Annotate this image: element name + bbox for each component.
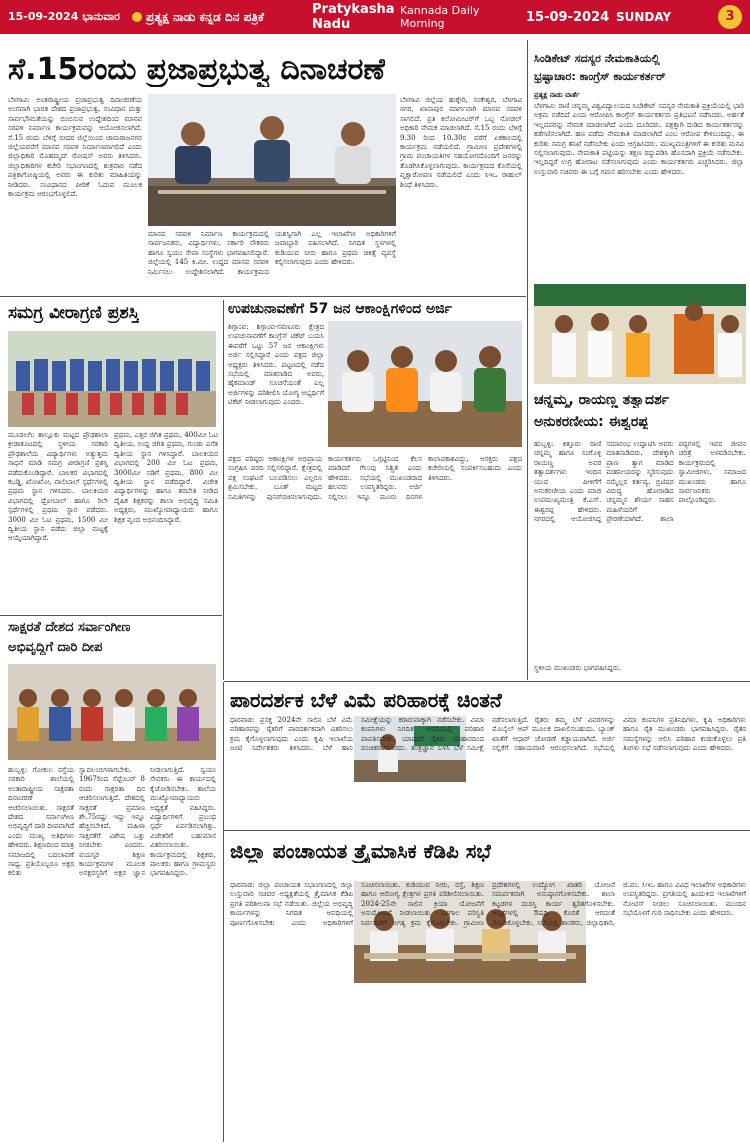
ceremony-photo <box>534 284 746 384</box>
article-body: ಮೂಡಲಗಿ: ತಾಲ್ಲೂಕು ಮಟ್ಟದ ಪ್ರೌಢಶಾಲಾ ಕ್ರೀಡಾಕೂಟದಲ್ಲಿ ಸ್ಥಳೀಯ ಸರಕಾರಿ ಪ್ರೌಢಶಾಲೆಯ ವಿದ್ಯಾರ್ಥಿಗಳು ಅತ್ಯುತ್ತಮ ಸಾಧನೆ ಮಾಡಿ ಸಮಗ್ರ ವೀರಾಗ್ರಣಿ ಪ್ರಶಸ್ತಿ ಪಡೆದುಕೊಂಡಿದ್ದಾರೆ. ಬಾಲಕರ ವಿಭಾಗದಲ್ಲಿ ಕಬಡ್ಡಿ, ಖೋಖೋ, ವಾಲಿಬಾಲ್ ಸ್ಪರ್ಧೆಗಳಲ್ಲಿ ಪ್ರಥಮ ಸ್ಥಾನ ಗಳಿಸಿದರು. ಬಾಲಕಿಯರ ವಿಭಾಗದಲ್ಲಿ ಥ್ರೋಬಾಲ್ ಹಾಗೂ ರಿಲೇ ಸ್ಪರ್ಧೆಗಳಲ್ಲಿ ಪ್ರಥಮ ಸ್ಥಾನ ಪಡೆದರು. 3000 ಮೀ ಓಟ ಪ್ರಥಮ, 1500 ಮೀ ದ್ವಿತೀಯ ಸ್ಥಾನ ಪಡೆದು ಜಿಲ್ಲಾ ಮಟ್ಟಕ್ಕೆ ಆಯ್ಕೆಯಾಗಿದ್ದಾರೆ. <box>8 431 108 543</box>
article-body: ಬೆಳಗಾವಿ ಜಿಲ್ಲೆಯ ಹುಕ್ಕೇರಿ, ಸಂಕೇಶ್ವರ, ಬೆಳಗಾವಿ ನಗರ, ಖಾನಾಪುರ ಮಾರ್ಗವಾಗಿ ಮಾನವ ಸರಪಳಿ ಸಾಗಲಿದೆ. ಪ್ರತಿ ಕಿಲೋಮೀಟರ್‌ಗೆ ಒಬ್ಬ ನೋಡಲ್ ಅಧಿಕಾರಿ ನೇಮಕ ಮಾಡಲಾಗಿದೆ. ಸೆ.15 ರಂದು ಬೆಳಿಗ್ಗೆ 9.30 ರಿಂದ 10.30ರ ವರೆಗೆ ಏಕಕಾಲದಲ್ಲಿ ಕಾರ್ಯಕ್ರಮ ನಡೆಯಲಿದೆ. ಗ್ರಾಮೀಣ ಪ್ರದೇಶಗಳಲ್ಲಿ ಗ್ರಾಮ ಪಂಚಾಯತಿಗಳ ಸಹಯೋಗದೊಂದಿಗೆ ಜನರನ್ನು ತೊಡಗಿಸಿಕೊಳ್ಳಲಾಗುವುದು. ಕಾರ್ಯಕ್ರಮದ ಕೊನೆಯಲ್ಲಿ ವೃಕ್ಷಾರೋಪಣ ನಡೆಯಲಿದೆ ಎಂದು ಸಿಇಒ ರಾಹುಲ್ ಶಿಂಧೆ ತಿಳಿಸಿದರು. <box>400 96 522 189</box>
masthead-paper-name: Pratykasha Nadu <box>312 2 395 32</box>
headline-syndicate-line2: ಭ್ರಷ್ಟಾಚಾರ: ಕಾಂಗ್ರೆಸ್ ಕಾರ್ಯಕರ್ತರ್ <box>534 70 666 83</box>
article-body: ಮಾನವ ಸರಪಳಿ ನಿರ್ಮಾಣ ಕಾರ್ಯಕ್ರಮದಲ್ಲಿ ಸಾರ್ವಜನಿಕರು, ವಿದ್ಯಾರ್ಥಿಗಳು, ಸರ್ಕಾರಿ ನೌಕರರು ಹಾಗೂ ಸ್ವಯಂ ಸೇವಾ ಸಂಸ್ಥೆಗಳು ಭಾಗವಹಿಸಲಿದ್ದಾರೆ. ಜಿಲ್ಲೆಯಲ್ಲಿ 145 ಕಿ.ಮೀ. ಉದ್ದದ ಮಾನವ ಸರಪಳಿ ನಿರ್ಮಿಸಲು ಉದ್ದೇಶಿಸಲಾಗಿದೆ. ಕಾರ್ಯಕ್ರಮದ ಯಶಸ್ವಿಗಾಗಿ ಎಲ್ಲ ಇಲಾಖೆಗಳ ಅಧಿಕಾರಿಗಳಿಗೆ ಜವಾಬ್ದಾರಿ ವಹಿಸಲಾಗಿದೆ. ನಿಗದಿತ ಸ್ಥಳಗಳಲ್ಲಿ ಕುಡಿಯುವ ನೀರು ಹಾಗೂ ಪ್ರಥಮ ಚಿಕಿತ್ಸೆ ವ್ಯವಸ್ಥೆ ಕಲ್ಪಿಸಲಾಗುವುದು ಎಂದು ಹೇಳಿದರು. <box>148 230 396 276</box>
party-meeting-photo <box>328 321 522 447</box>
masthead-date-right: 15-09-2024 <box>526 9 610 25</box>
article-democracy-day <box>0 34 526 296</box>
page-number-badge: 3 <box>718 5 742 29</box>
article-chennamma <box>530 284 750 680</box>
headline-crop-insurance: ಪಾರದರ್ಶಕ ಬೆಳೆ ವಿಮೆ ಪರಿಹಾರಕ್ಕೆ ಚಿಂತನೆ <box>230 688 502 712</box>
masthead <box>0 0 750 34</box>
headline-chennamma-line1: ಚನ್ನಮ್ಮ, ರಾಯಣ್ಣ ತತ್ವಾದರ್ಶ <box>534 392 670 408</box>
column-divider <box>527 40 528 680</box>
masthead-day: SUNDAY <box>616 10 672 24</box>
article-body: ಧಾರವಾಡ: ಜಿಲ್ಲಾ ಪಂಚಾಯತ ಸಭಾಂಗಣದಲ್ಲಿ ಜಿಲ್ಲಾ ಉಸ್ತುವಾರಿ ಸಚಿವರ ಅಧ್ಯಕ್ಷತೆಯಲ್ಲಿ ತ್ರೈಮಾಸಿಕ ಕೆಡಿಪಿ ಪ್ರಗತಿ ಪರಿಶೀಲನಾ ಸಭೆ ನಡೆಯಿತು. ಜಿಲ್ಲೆಯ ಅಭಿವೃದ್ಧಿ ಕಾರ್ಯಗಳನ್ನು ನಿಗದಿತ ಅವಧಿಯಲ್ಲಿ ಪೂರ್ಣಗೊಳಿಸಬೇಕು ಎಂದು ಅಧಿಕಾರಿಗಳಿಗೆ ಸೂಚಿಸಲಾಯಿತು. ಕುಡಿಯುವ ನೀರು, ರಸ್ತೆ, ಶಿಕ್ಷಣ ಹಾಗೂ ಆರೋಗ್ಯ ಕ್ಷೇತ್ರಗಳ ಪ್ರಗತಿ ಪರಿಶೀಲಿಸಲಾಯಿತು. 2024-25ನೇ ಸಾಲಿನ ಕ್ರಿಯಾ ಯೋಜನೆಗೆ ಅನುಮೋದನೆ ನೀಡಲಾಯಿತು. ಬರಗಾಲ ಪರಿಸ್ಥಿತಿ ನಿರ್ವಹಣೆಗೆ ಅಗತ್ಯ ಕ್ರಮ ಕೈಗೊಳ್ಳಬೇಕು. ಗ್ರಾಮೀಣ ಪ್ರದೇಶಗಳಲ್ಲಿ ಉದ್ಯೋಗ ಖಾತರಿ ಯೋಜನೆ ಸಮರ್ಪಕವಾಗಿ ಅನುಷ್ಠಾನಗೊಳಿಸಬೇಕು. ಶಾಲಾ ಕಟ್ಟಡಗಳ ದುರಸ್ತಿ ಕಾರ್ಯ ತ್ವರಿತಗೊಳಿಸಬೇಕು. ಆಸ್ಪತ್ರೆಗಳಲ್ಲಿ ಔಷಧಿ ಕೊರತೆ ಆಗದಂತೆ ನೋಡಿಕೊಳ್ಳಬೇಕು. ಸಭೆಯಲ್ಲಿ ಶಾಸಕರು, ಜಿಲ್ಲಾಧಿಕಾರಿ, ಜಿ.ಪಂ. ಸಿಇಒ ಹಾಗೂ ವಿವಿಧ ಇಲಾಖೆಗಳ ಅಧಿಕಾರಿಗಳು ಉಪಸ್ಥಿತರಿದ್ದರು. ಪ್ರಗತಿಯಲ್ಲಿ ಹಿಂದುಳಿದ ಇಲಾಖೆಗಳಿಗೆ ನೋಟಿಸ್ ನೀಡಲು ಸೂಚಿಸಲಾಯಿತು. ಮುಂದಿನ ಸಭೆಯೊಳಗೆ ಗುರಿ ಸಾಧಿಸಬೇಕು ಎಂದು ಹೇಳಿದರು. <box>230 881 746 927</box>
headline-democracy-day: ಸೆ.15ರಂದು ಪ್ರಜಾಪ್ರಭುತ್ವ ದಿನಾಚರಣೆ <box>8 52 386 87</box>
article-sports <box>0 297 222 615</box>
article-body: ಧಾರವಾಡ: ಪ್ರಸಕ್ತ 2024ನೇ ಸಾಲಿನ ಬೆಳೆ ವಿಮೆ ಪರಿಹಾರವನ್ನು ರೈತರಿಗೆ ಪಾರದರ್ಶಕವಾಗಿ ವಿತರಿಸಲು ಕ್ರಮ ಕೈಗೊಳ್ಳಲಾಗುವುದು ಎಂದು ಕೃಷಿ ಇಲಾಖೆಯ ಜಂಟಿ ನಿರ್ದೇಶಕರು ತಿಳಿಸಿದರು. ಬೆಳೆ ಹಾನಿ ಸಮೀಕ್ಷೆಯನ್ನು ಕರಾರುವಾಕ್ಕಾಗಿ ನಡೆಸಬೇಕು. ವಿಮಾ ಕಂಪನಿಗಳು ನಿಗದಿತ ಅವಧಿಯಲ್ಲಿ ಪರಿಹಾರ ಪಾವತಿಸಬೇಕು. ಯಾವುದೇ ರೈತರು ಪರಿಹಾರದಿಂದ ವಂಚಿತರಾಗಬಾರದು. ತಂತ್ರಜ್ಞಾನ ಬಳಸಿ ಬೆಳೆ ಸಮೀಕ್ಷೆ ನಡೆಸಲಾಗುತ್ತಿದೆ. ರೈತರು ತಮ್ಮ ಬೆಳೆ ವಿವರಗಳನ್ನು ಮೊಬೈಲ್ ಆಪ್ ಮೂಲಕ ದಾಖಲಿಸಬಹುದು. ಬ್ಯಾಂಕ್ ಖಾತೆಗೆ ಆಧಾರ್ ಜೋಡಣೆ ಕಡ್ಡಾಯವಾಗಿದೆ. ಅರ್ಜಿ ಸಲ್ಲಿಕೆಗೆ ಸಹಾಯವಾಣಿ ಆರಂಭಿಸಲಾಗಿದೆ. ಸಭೆಯಲ್ಲಿ ವಿಮಾ ಕಂಪನಿಗಳ ಪ್ರತಿನಿಧಿಗಳು, ಕೃಷಿ ಅಧಿಕಾರಿಗಳು ಹಾಗೂ ರೈತ ಮುಖಂಡರು ಭಾಗವಹಿಸಿದ್ದರು. ರೈತರ ಸಮಸ್ಯೆಗಳನ್ನು ಆಲಿಸಿ ಪರಿಹಾರ ಕಂಡುಕೊಳ್ಳಲು ಪ್ರತಿ ತಿಂಗಳು ಸಭೆ ನಡೆಸಲಾಗುವುದು ಎಂದು ಹೇಳಿದರು. <box>230 716 746 753</box>
literacy-event-photo <box>8 664 216 760</box>
article-body: ಪಕ್ಷದ ವರಿಷ್ಠರು ಆಕಾಂಕ್ಷಿಗಳ ಅಭಿಪ್ರಾಯ ಸಂಗ್ರಹಿಸಿ ವರದಿ ಸಲ್ಲಿಸಲಿದ್ದಾರೆ. ಕ್ಷೇತ್ರದಲ್ಲಿ ಪಕ್ಷ ಸಂಘಟನೆ ಬಲಪಡಿಸಲು ಎಲ್ಲರೂ ಶ್ರಮಿಸಬೇಕು. ಬೂತ್ ಮಟ್ಟದ ಸಮಿತಿಗಳನ್ನು ಪುನರ್‌ರಚಿಸಲಾಗುವುದು. ಕಾರ್ಯಕರ್ತರು ಒಗ್ಗಟ್ಟಿನಿಂದ ಕೆಲಸ ಮಾಡಿದರೆ ಗೆಲುವು ನಿಶ್ಚಿತ ಎಂದು ಹೇಳಿದರು. ಸಭೆಯಲ್ಲಿ ಮುಖಂಡರಾದ ಹಲವರು ಉಪಸ್ಥಿತರಿದ್ದರು. ಅರ್ಜಿ ಸಲ್ಲಿಸಲು ಇನ್ನೂ ಮೂರು ದಿನಗಳ ಕಾಲಾವಕಾಶವಿದ್ದು, ಆಸಕ್ತರು ಪಕ್ಷದ ಕಚೇರಿಯಲ್ಲಿ ಸಂಪರ್ಕಿಸಬಹುದು ಎಂದು ತಿಳಿಸಿದರು. <box>228 455 522 501</box>
headline-literacy-line2: ಅಭಿವೃದ್ಧಿಗೆ ದಾರಿ ದೀಪ <box>8 640 103 655</box>
article-literacy <box>0 616 222 1146</box>
headline-sports: ಸಮಗ್ರ ವೀರಾಗ್ರಣಿ ಪ್ರಶಸ್ತಿ <box>8 303 140 323</box>
masthead-tagline-text: ಪ್ರತ್ಯಕ್ಷ ನಾಡು ಕನ್ನಡ ದಿನ ಪತ್ರಿಕೆ <box>146 9 265 24</box>
headline-byelection: ಉಪಚುನಾವಣೆಗೆ 57 ಜನ ಆಕಾಂಕ್ಷಿಗಳಿಂದ ಅರ್ಜಿ <box>228 301 452 317</box>
article-body: ಹುಬ್ಬಳ್ಳಿ: ಕಿತ್ತೂರು ರಾಣಿ ಚನ್ನಮ್ಮ ಹಾಗೂ ಸಂಗೊಳ್ಳಿ ರಾಯಣ್ಣ ಅವರ ತತ್ವಾದರ್ಶಗಳು ಇಂದಿನ ಯುವ ಪೀಳಿಗೆಗೆ ಅನುಕರಣೀಯ ಎಂದು ಮಾಜಿ ಉಪಮುಖ್ಯಮಂತ್ರಿ ಕೆ.ಎಸ್. ಈಶ್ವರಪ್ಪ ಹೇಳಿದರು. ನಗರದಲ್ಲಿ ಆಯೋಜಿಸಿದ್ದ ಸಮಾರಂಭ ಉದ್ಘಾಟಿಸಿ ಅವರು ಮಾತನಾಡಿದರು. ದೇಶಕ್ಕಾಗಿ ಪ್ರಾಣ ತ್ಯಾಗ ಮಾಡಿದ ಮಹನೀಯರನ್ನು ಸ್ಮರಿಸುವುದು ನಮ್ಮೆಲ್ಲರ ಕರ್ತವ್ಯ. ಬ್ರಿಟಿಷರ ವಿರುದ್ಧ ಹೋರಾಡಿದ ಚನ್ನಮ್ಮನ ಶೌರ್ಯ ಸಾಹಸ ಮಹಿಳೆಯರಿಗೆ ಪ್ರೇರಣೆಯಾಗಿದೆ. ಶಾಲಾ ಪಠ್ಯಗಳಲ್ಲಿ ಇವರ ಜೀವನ ಚರಿತ್ರೆ ಅಳವಡಿಸಬೇಕು. ಕಾರ್ಯಕ್ರಮದಲ್ಲಿ ಸ್ವಾಮೀಜಿಗಳು, ಸಮಾಜದ ಮುಖಂಡರು ಹಾಗೂ ಸಾರ್ವಜನಿಕರು ಪಾಲ್ಗೊಂಡಿದ್ದರು. <box>534 440 746 524</box>
logo-icon <box>132 12 142 22</box>
article-body: ಬೆಳಗಾವಿ: ಅಂತರಾಷ್ಟ್ರೀಯ ಪ್ರಜಾಪ್ರಭುತ್ವ ದಿನಾಚರಣೆಯ ಅಂಗವಾಗಿ ಭಾರತ ದೇಶದ ಪ್ರಜಾಪ್ರಭುತ್ವ, ಸಂವಿಧಾನ ಮತ್ತು ಸಾರ್ವಭೌಮತೆಯನ್ನು ಬಿಂಬಿಸುವ ಉದ್ದೇಶದಿಂದ ಮಾನವ ಸರಪಳಿ ನಿರ್ಮಾಣ ಕಾರ್ಯಕ್ರಮವನ್ನು ಆಯೋಜಿಸಲಾಗಿದೆ. ಸೆ.15 ರಂದು ಬೆಳಿಗ್ಗೆ ಬೀದರ ಜಿಲ್ಲೆಯಿಂದ ಚಾಮರಾಜನಗರ ಜಿಲ್ಲೆಯವರೆಗೆ ಮಾನವ ಸರಪಳಿ ನಿರ್ಮಾಣವಾಗಲಿದೆ ಎಂದು ಜಿಲ್ಲಾಧಿಕಾರಿ ಮೊಹಮ್ಮದ್ ರೋಷನ್ ಅವರು ತಿಳಿಸಿದರು. ಜಿಲ್ಲಾಧಿಕಾರಿಗಳ ಕಚೇರಿ ಸಭಾಂಗಣದಲ್ಲಿ ಶುಕ್ರವಾರ ನಡೆದ ಪತ್ರಿಕಾಗೋಷ್ಠಿಯಲ್ಲಿ ಅವರು ಈ ಕುರಿತು ಮಾಹಿತಿಯನ್ನು ನೀಡಿದರು. ಸಂವಿಧಾನದ ಪೀಠಿಕೆ ಓದುವ ಮೂಲಕ ಕಾರ್ಯಕ್ರಮ ಆರಂಭಗೊಳ್ಳಲಿದೆ. <box>8 96 142 199</box>
masthead-tagline <box>132 10 312 25</box>
article-zp-meeting <box>224 831 750 1147</box>
press-conference-photo <box>148 94 396 226</box>
article-crop-insurance <box>224 682 750 830</box>
sports-team-photo <box>8 331 216 427</box>
byline: ಪ್ರತ್ಯಕ್ಷ ನಾಡು ವಾರ್ತೆ <box>534 90 580 99</box>
headline-chennamma-line2: ಅನುಕರಣೀಯ: ಈಶ್ವರಪ್ಪ <box>534 414 649 430</box>
article-body: ಶಿಗ್ಗಾಂವ: ಶಿಗ್ಗಾಂವ-ಸವಣೂರು ಕ್ಷೇತ್ರದ ಉಪಚುನಾವಣೆಗೆ ಕಾಂಗ್ರೆಸ್ ಟಿಕೆಟ್ ಬಯಸಿ ಈವರೆಗೆ ಒಟ್ಟು 57 ಜನ ಆಕಾಂಕ್ಷಿಗಳು ಅರ್ಜಿ ಸಲ್ಲಿಸಿದ್ದಾರೆ ಎಂದು ಪಕ್ಷದ ಜಿಲ್ಲಾ ಅಧ್ಯಕ್ಷರು ತಿಳಿಸಿದರು. ಪಟ್ಟಣದಲ್ಲಿ ನಡೆದ ಸಭೆಯಲ್ಲಿ ಮಾತನಾಡಿದ ಅವರು, ಹೈಕಮಾಂಡ್ ಸೂಚನೆಯಂತೆ ಎಲ್ಲ ಅರ್ಜಿಗಳನ್ನು ಪರಿಶೀಲಿಸಿ ಯೋಗ್ಯ ಅಭ್ಯರ್ಥಿಗೆ ಟಿಕೆಟ್ ನೀಡಲಾಗುವುದು ಎಂದರು. <box>228 323 324 407</box>
headline-syndicate-line1: ಸಿಂಡಿಕೇಟ್ ಸದಸ್ಯರ ನೇಮಕಾತಿಯಲ್ಲಿ <box>534 52 660 65</box>
masthead-subtitle: Kannada Daily Morning <box>400 4 480 30</box>
headline-literacy-line1: ಸಾಕ್ಷರತೆ ದೇಶದ ಸರ್ವಾಂಗೀಣ <box>8 620 131 635</box>
article-syndicate <box>530 34 750 284</box>
masthead-date-left: 15-09-2024 ಭಾನುವಾರ <box>8 10 120 23</box>
article-body: ಪ್ರಥಮ, ಎತ್ತರ ಜಿಗಿತ ಪ್ರಥಮ, 400ಮೀ ಓಟ ದ್ವಿತೀಯ, ಉದ್ದ ಜಿಗಿತ ಪ್ರಥಮ, ಗುಂಡು ಎಸೆತ ದ್ವಿತೀಯ ಸ್ಥಾನ ಗಳಿಸಿದ್ದಾರೆ. ಬಾಲಕಿಯರ ವಿಭಾಗದಲ್ಲಿ 200 ಮೀ ಓಟ ಪ್ರಥಮ, 3000ಮೀ ನಡಿಗೆ ಪ್ರಥಮ, 800 ಮೀ ದ್ವಿತೀಯ ಸ್ಥಾನ ಪಡೆದಿದ್ದಾರೆ. ವಿಜೇತ ವಿದ್ಯಾರ್ಥಿಗಳನ್ನು ಹಾಗೂ ತರಬೇತಿ ನೀಡಿದ ದೈಹಿಕ ಶಿಕ್ಷಕರನ್ನು ಶಾಲಾ ಅಭಿವೃದ್ಧಿ ಸಮಿತಿ ಅಧ್ಯಕ್ಷರು, ಮುಖ್ಯೋಪಾಧ್ಯಾಯರು ಹಾಗೂ ಶಿಕ್ಷಕ ವೃಂದ ಅಭಿನಂದಿಸಿದ್ದಾರೆ. <box>114 431 218 524</box>
article-byelection <box>224 297 526 681</box>
article-footer: ಸ್ಥಳೀಯ ಮುಖಂಡರು ಭಾಗವಹಿಸಿದ್ದರು. <box>534 664 622 672</box>
headline-zp-meeting: ಜಿಲ್ಲಾ ಪಂಚಾಯತ ತ್ರೈಮಾಸಿಕ ಕೆಡಿಪಿ ಸಭೆ <box>230 839 491 863</box>
article-body: ಬೆಳಗಾವಿ: ರಾಣಿ ಚನ್ನಮ್ಮ ವಿಶ್ವವಿದ್ಯಾಲಯದ ಸಿಂಡಿಕೇಟ್ ಸದಸ್ಯರ ನೇಮಕಾತಿ ಪ್ರಕ್ರಿಯೆಯಲ್ಲಿ ಭಾರಿ ಅಕ್ರಮ ನಡೆದಿದೆ ಎಂದು ಆರೋಪಿಸಿ ಕಾಂಗ್ರೆಸ್ ಕಾರ್ಯಕರ್ತರು ಪ್ರತಿಭಟನೆ ನಡೆಸಿದರು. ಅರ್ಹತೆ ಇಲ್ಲದವರನ್ನು ನೇಮಕ ಮಾಡಲಾಗಿದೆ ಎಂದು ದೂರಿದರು. ಪಕ್ಷಕ್ಕಾಗಿ ದುಡಿದ ಕಾರ್ಯಕರ್ತರನ್ನು ಕಡೆಗಣಿಸಲಾಗಿದೆ. ಹಣ ಪಡೆದು ನೇಮಕಾತಿ ಮಾಡಲಾಗಿದೆ ಎಂಬ ಆರೋಪ ಕೇಳಿಬಂದಿದ್ದು, ಈ ಕುರಿತು ಸಮಗ್ರ ತನಿಖೆ ನಡೆಸಬೇಕು ಎಂದು ಆಗ್ರಹಿಸಿದರು. ಮುಖ್ಯಮಂತ್ರಿಗಳಿಗೆ ಈ ಕುರಿತು ಮನವಿ ಸಲ್ಲಿಸಲಾಗುವುದು. ನೇಮಕಾತಿ ಪಟ್ಟಿಯನ್ನು ತಕ್ಷಣ ರದ್ದುಪಡಿಸಿ ಹೊಸದಾಗಿ ಪ್ರಕ್ರಿಯೆ ನಡೆಸಬೇಕು. ಇಲ್ಲದಿದ್ದರೆ ಉಗ್ರ ಹೋರಾಟ ನಡೆಸಲಾಗುವುದು ಎಂದು ಕಾರ್ಯಕರ್ತರು ಎಚ್ಚರಿಸಿದರು. ಜಿಲ್ಲಾ ಉಸ್ತುವಾರಿ ಸಚಿವರು ಈ ಬಗ್ಗೆ ಗಮನ ಹರಿಸಬೇಕು ಎಂದು ಹೇಳಿದರು. <box>534 102 744 176</box>
article-body: ಹುಬ್ಬಳ್ಳಿ: ಗೋಕುಲ ರಸ್ತೆಯ ಸರಕಾರಿ ಶಾಲೆಯಲ್ಲಿ ಅಂತಾರಾಷ್ಟ್ರೀಯ ಸಾಕ್ಷರತಾ ದಿನಾಚರಣೆ ಆಚರಿಸಲಾಯಿತು. ಸಾಕ್ಷರತೆ ದೇಶದ ಸರ್ವಾಂಗೀಣ ಅಭಿವೃದ್ಧಿಗೆ ದಾರಿ ದೀಪವಾಗಿದೆ ಎಂದು ಮುಖ್ಯ ಅತಿಥಿಗಳು ಹೇಳಿದರು. ಶಿಕ್ಷಣದಿಂದ ಮಾತ್ರ ಸಮಾಜದಲ್ಲಿ ಬದಲಾವಣೆ ಸಾಧ್ಯ. ಪ್ರತಿಯೊಬ್ಬರೂ ಅಕ್ಷರ ಕಲಿತು ಸ್ವಾವಲಂಬಿಗಳಾಗಬೇಕು. 1967ರಿಂದ ಸೆಪ್ಟೆಂಬರ್ 8 ರಂದು ಸಾಕ್ಷರತಾ ದಿನ ಆಚರಿಸಲಾಗುತ್ತಿದೆ. ದೇಶದಲ್ಲಿ ಸಾಕ್ಷರತೆ ಪ್ರಮಾಣ ಶೇ.75ರಷ್ಟು ಇದ್ದು ಇನ್ನೂ ಹೆಚ್ಚಿಸಬೇಕಿದೆ. ಮಹಿಳಾ ಸಾಕ್ಷರತೆಗೆ ವಿಶೇಷ ಒತ್ತು ನೀಡಬೇಕು ಎಂದರು. ವಯಸ್ಕರ ಶಿಕ್ಷಣ ಕಾರ್ಯಕ್ರಮಗಳ ಮೂಲಕ ಅನಕ್ಷರಸ್ಥರಿಗೆ ಅಕ್ಷರ ಜ್ಞಾನ ನೀಡಲಾಗುತ್ತಿದೆ. ಸ್ವಯಂ ಸೇವಕರು ಈ ಕಾರ್ಯದಲ್ಲಿ ಕೈಜೋಡಿಸಬೇಕು. ಶಾಲೆಯ ಮುಖ್ಯೋಪಾಧ್ಯಾಯರು ಅಧ್ಯಕ್ಷತೆ ವಹಿಸಿದ್ದರು. ವಿದ್ಯಾರ್ಥಿಗಳಿಗೆ ಪ್ರಬಂಧ ಸ್ಪರ್ಧೆ ಏರ್ಪಡಿಸಲಾಗಿತ್ತು. ವಿಜೇತರಿಗೆ ಬಹುಮಾನ ವಿತರಿಸಲಾಯಿತು. ಕಾರ್ಯಕ್ರಮದಲ್ಲಿ ಶಿಕ್ಷಕರು, ಪಾಲಕರು ಹಾಗೂ ಗ್ರಾಮಸ್ಥರು ಭಾಗವಹಿಸಿದ್ದರು. <box>8 766 216 878</box>
